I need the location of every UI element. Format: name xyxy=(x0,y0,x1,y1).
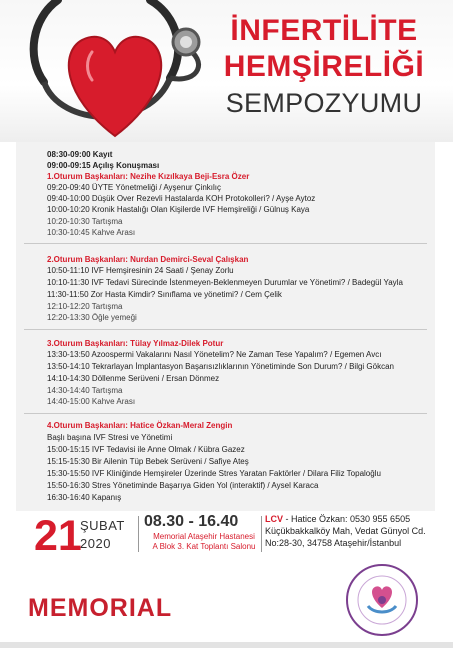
footer-bar xyxy=(0,642,453,648)
program-row: 15:00-15:15 IVF Tedavisi ile Anne Olmak / Kübra Gazez xyxy=(47,445,245,454)
program-row: 11:30-11:50 Zor Hasta Kimdir? Sınıflama ve yönetimi? / Cem Çelik xyxy=(47,290,282,299)
program-row: 14:40-15:00 Kahve Arası xyxy=(47,397,136,406)
heart-icon xyxy=(69,37,161,136)
session-divider xyxy=(24,329,427,330)
session-title: 4.Oturum Başkanları: Hatice Özkan-Meral Zengin xyxy=(47,421,233,430)
program-row: 10:00-10:20 Kronik Hastalığı Olan Kişilerde IVF Hemşireliği / Gülnuş Kaya xyxy=(47,205,310,214)
title-line-1: İNFERTİLİTE xyxy=(230,14,418,47)
program-row: 12:10-12:20 Tartışma xyxy=(47,302,123,311)
program-row: 13:30-13:50 Azoospermi Vakalarını Nasıl Yönetelim? Ne Zaman Tese Yapalım? / Egemen Avcı xyxy=(47,350,382,359)
program-row: 09:40-10:00 Düşük Over Rezevli Hastalarda KOH Protokolleri? / Ayşe Aytoz xyxy=(47,194,316,203)
divider xyxy=(138,516,139,552)
event-time: 08.30 - 16.40 xyxy=(144,513,239,530)
stethoscope-heart-illustration xyxy=(0,0,240,142)
event-year: 2020 xyxy=(80,536,111,551)
program-row: 08:30-09:00 Kayıt xyxy=(47,150,113,159)
session-title: 2.Oturum Başkanları: Nurdan Demirci-Seval Çalışkan xyxy=(47,255,249,264)
program-row: 16:30-16:40 Kapanış xyxy=(47,493,122,502)
program-row: 09:20-09:40 ÜYTE Yönetmeliği / Ayşenur Çinkılıç xyxy=(47,183,222,192)
program-row: 10:30-10:45 Kahve Arası xyxy=(47,228,136,237)
program-row: 13:50-14:10 Tekrarlayan İmplantasyon Başarısızlıklarının Yönetiminde Son Durum? / Bilgi Gökcan xyxy=(47,362,394,371)
divider xyxy=(261,516,262,552)
program-row: 14:30-14:40 Tartışma xyxy=(47,386,123,395)
program-row: 09:00-09:15 Açılış Konuşması xyxy=(47,161,160,170)
program-row: 10:10-11:30 IVF Tedavi Sürecinde İstenmeyen-Beklenmeyen Durumlar ve Yönetimi? / Badegül Yayla xyxy=(47,278,403,287)
event-month: ŞUBAT xyxy=(80,518,125,533)
contact-address: No:28-30, 34758 Ataşehir/İstanbul xyxy=(265,538,402,548)
memorial-logo: MEMORIAL xyxy=(28,594,173,622)
program-row: 10:20-10:30 Tartışma xyxy=(47,217,123,226)
program-row: Başlı başına IVF Stresi ve Yönetimi xyxy=(47,433,173,442)
hero-section xyxy=(0,0,453,142)
program-row: 12:20-13:30 Öğle yemeği xyxy=(47,313,137,322)
session-divider xyxy=(24,243,427,244)
contact-name-phone: - Hatice Özkan: 0530 955 6505 xyxy=(283,514,411,524)
program-row: 15:50-16:30 Stres Yönetiminde Başarıya Giden Yol (interaktif) / Aysel Karaca xyxy=(47,481,319,490)
association-emblem xyxy=(344,562,420,638)
session-title: 1.Oturum Başkanları: Nezihe Kızılkaya Beji-Esra Özer xyxy=(47,172,250,181)
program-row: 15:30-15:50 IVF Kliniğinde Hemşireler Üzerinde Stres Yaratan Faktörler / Dilara Filiz Topaloğlu xyxy=(47,469,381,478)
contact-address: Küçükbakkalköy Mah, Vedat Günyol Cd. xyxy=(265,526,426,536)
session-title: 3.Oturum Başkanları: Tülay Yılmaz-Dilek Potur xyxy=(47,339,224,348)
title-line-2: HEMŞİRELİĞİ xyxy=(223,50,425,83)
program-row: 10:50-11:10 IVF Hemşiresinin 24 Saati / Şenay Zorlu xyxy=(47,266,234,275)
lcv-label: LCV xyxy=(265,514,283,524)
venue-line: Memorial Ataşehir Hastanesi xyxy=(153,532,255,541)
event-venue xyxy=(144,532,264,552)
contact-block xyxy=(265,513,426,549)
event-day: 21 xyxy=(34,512,82,560)
program-row: 14:10-14:30 Döllenme Serüveni / Ersan Dönmez xyxy=(47,374,220,383)
program-row: 15:15-15:30 Bir Ailenin Tüp Bebek Serüveni / Safiye Ateş xyxy=(47,457,249,466)
title-line-3: SEMPOZYUMU xyxy=(225,88,423,118)
venue-line: A Blok 3. Kat Toplantı Salonu xyxy=(152,542,256,551)
session-divider xyxy=(24,413,427,414)
